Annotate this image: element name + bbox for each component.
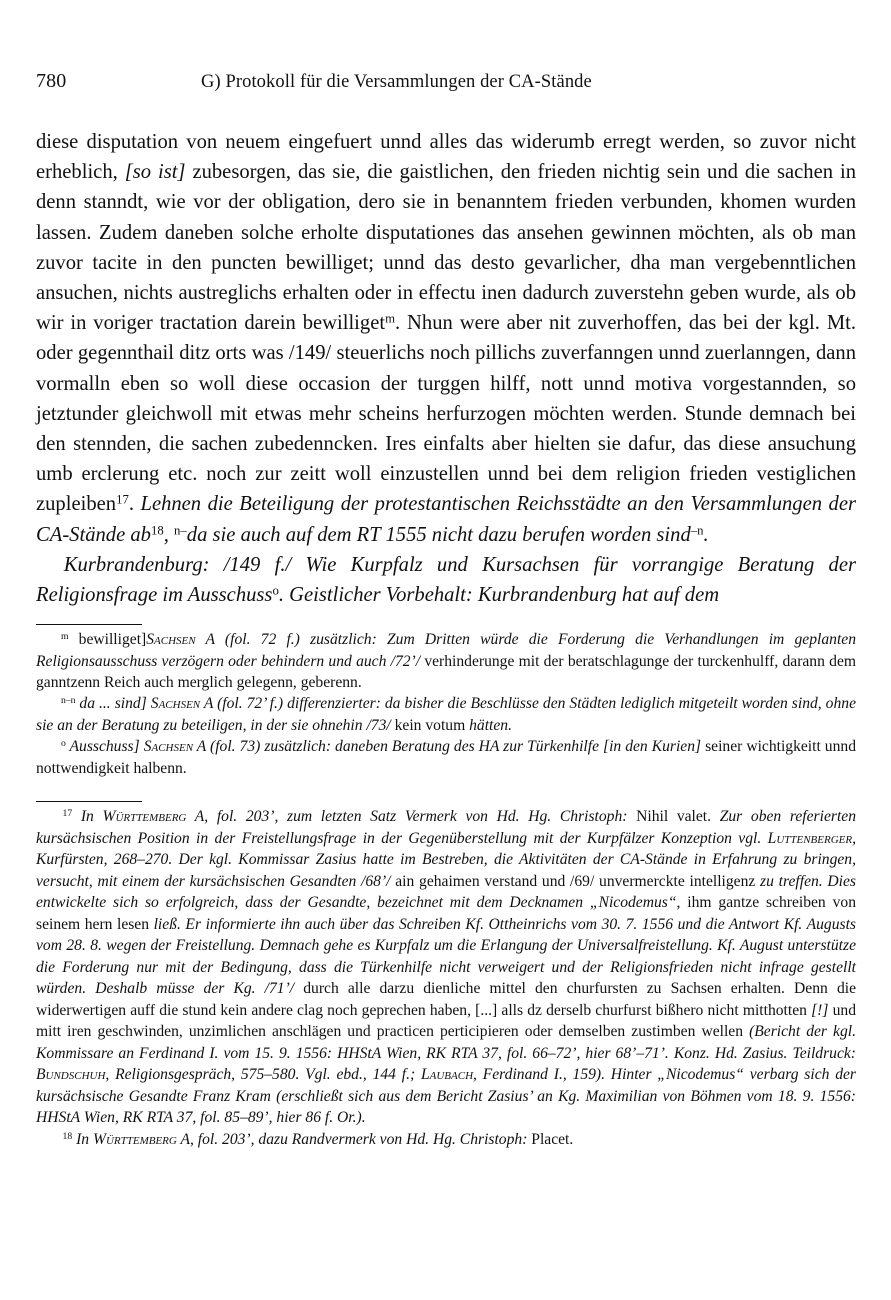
footnote-17 (36, 806, 856, 1129)
source-siglum-wuerttemberg-a-1: Württemberg (102, 808, 187, 826)
citation-author-luttenberger: Luttenberger (767, 829, 853, 847)
body-paragraph-2 (36, 550, 856, 610)
footnote-17-quote-5: und mitt iren geschwinden, unzimlichen anschlägen und practicen perticipieren oder demselben zustimben wellen (36, 1001, 856, 1041)
footnote-17-quote-3: ihm gantze schreiben von seinem hern lesen (36, 894, 856, 933)
apparatus-marker-m: m (60, 631, 69, 643)
apparatus-note-m: Sachsen A (fol. 72 f.) zusätzlich: Zum Dritten würde die Forderung die Verhandlungen im geplanten Religionsausschuss verzögern oder behindern und auch /72’/ (36, 631, 856, 670)
body-seg-2: zubesorgen, das sie, die gaistlichen, den frieden nichtig sein und die sachen in denn stanndt, wie vor der obligation, dero sie in benanntem frieden verbunden, khomen wurden lassen. Zudem daneben solche erholte disputationes das ansehen gewinnen möchten, als ob man zuvor tacite in den puncten bewilliget; unnd das desto gevarlicher, dha man vergebenntlichen ansuchen, nichts austreglichs erhalten oder in effectu inen dadurch zuverstehn geben wurde, als ob wir in voriger tractation darein bewilliget (36, 161, 856, 335)
body-seg-period: . (703, 523, 709, 546)
variant-marker-m: m (385, 311, 395, 326)
footnote-17-quote-1: Nihil valet. (627, 808, 712, 826)
footnote-18-quote: Placet. (527, 1130, 574, 1148)
apparatus-entry-m (36, 629, 856, 693)
variant-marker-o: o (272, 583, 279, 598)
source-siglum-wuerttemberg-a-2: Württemberg (92, 1130, 177, 1148)
body-seg-kurbrandenburg-1: Kurbrandenburg: /149 f./ Wie Kurpfalz und Kursachsen für vorrangige Beratung der Religionsfrage im Ausschuss (36, 553, 856, 607)
source-siglum-sachsen-a-2: Sachsen (150, 695, 201, 713)
body-seg-3: . Nhun were aber nit zuverhoffen, das bei der kgl. Mt. oder gegennthail ditz orts was /149/ steuerlichs noch pillichs zuverfanngen unnd zuerlanngen, dann vormalln eben so woll diese occasion der turggen hilff, nott unnd motiva vorgestannden, so jetztunder gleichwoll mit etwas mehr scheins herfurzogen möchten werden. Stunde demnach bei den stennden, die sachen zubedenncken. Ires einfalts aber hielten sie dafur, das diese ansuchung umb erclerung etc. noch zur zeitt woll einzustellen unnd bei dem religion frieden vestiglichen zupleiben (36, 312, 857, 516)
body-seg-4: . (128, 493, 141, 516)
body-seg-summary-2: da sie auch auf dem RT 1555 nicht dazu berufen worden sind (186, 523, 691, 546)
variant-marker-n-close: –n (690, 523, 704, 537)
apparatus-entries (36, 629, 856, 779)
footnote-rule (36, 801, 142, 802)
footnote-ref-18[interactable]: 18 (150, 523, 164, 537)
variant-marker-n-open: n– (174, 523, 187, 537)
footnote-17-text: In Württemberg A, fol. 203’, zum letzten Satz Vermerk von Hd. Hg. Christoph: (80, 808, 628, 826)
apparatus-lemma-n: da ... sind] (75, 695, 147, 713)
apparatus-marker-n: n–n (60, 695, 76, 707)
apparatus-quote-m: verhinderunge mit der beratschlagunge der turckenhulff, darann dem ganntzenn Reich auch merglich gelegenn, geberenn. (36, 652, 856, 692)
footnote-17-text-2: Zur oben referierten kursächsischen Position in der Freistellungsfrage in der Gegenüberstellung mit der Kurpfälzer Konzeption vgl. Luttenberger, Kurfürsten, 268–270. Der kgl. Kommissar Zasius hatte im Bestreben, die Aktivitäten der CA-Stände in Erfahrung zu bringen, versucht, mit einem der kursächsischen Gesandten /68’/ (36, 808, 856, 890)
citation-author-bundschuh: Bundschuh (36, 1066, 106, 1084)
apparatus-note-n: Sachsen A (fol. 72’ f.) differenzierter: da bisher die Beschlüsse den Städten lediglich mitgeteilt worden sind, ohne sie an der Beratung zu beteiligen, in der sie ohnehin /73/ (36, 695, 856, 734)
footnote-number-18: 18 (62, 1130, 73, 1142)
page-number: 780 (36, 70, 67, 92)
apparatus-note-n-tail: hätten. (465, 716, 512, 734)
footnote-18 (36, 1129, 856, 1151)
source-siglum-sachsen-a-1: Sachsen (146, 631, 196, 649)
apparatus-quote-o: seiner wichtigkeitt unnd nottwendigkeit halbenn. (36, 738, 856, 777)
footnote-ref-17[interactable]: 17 (116, 492, 129, 507)
footnote-17-text-3: zu treffen. Dies entwickelte sich so erfolgreich, dass der Gesandte, bezeichnet mit dem Decknamen „Nicodemus“, (36, 872, 857, 912)
body-seg-summary-1: Lehnen die Beteiligung der protestantischen Reichsstädte an den Versammlungen der CA-Stände ab (36, 493, 856, 546)
footnote-17-text-4: ließ. Er informierte ihn auch über das Schreiben Kf. Ottheinrichs vom 30. 7. 1556 und die Antwort Kf. Augusts vom 28. 8. wegen der Freistellung. Demnach gehe es Kurpfalz um die Erlangung der Universalfreistellung. Kf. August unterstütze die Forderung nur mit der Bedingung, dass die Türkenhilfe nicht verweigert und der Religionsfrieden nicht infrage gestellt würden. Deshalb müsse der Kg. /71’/ (36, 915, 856, 998)
footnote-17-quote-2: ain gehaimen verstand und /69/ unvermerckte intelligenz (395, 872, 756, 890)
footnote-17-sic: [!] (811, 1001, 829, 1019)
footnote-17-quote-4: durch alle darzu dienliche mittel den churfursten zu Sachsen erhalten. Denn die widerwertigen auff die stund kein andere clag noch geprechen haben, [...] alls dz derselb churfurst bißhero nicht mitthotten (36, 980, 856, 1019)
running-head (36, 0, 856, 110)
citation-author-laubach: Laubach (420, 1066, 474, 1084)
page-content (36, 0, 856, 1150)
body-seg-soist: [so ist] (124, 161, 186, 184)
body-seg-kurbrandenburg-2: . Geistlicher Vorbehalt: Kurbrandenburg hat auf dem (278, 584, 720, 607)
running-head-title: G) Protokoll für die Versammlungen der CA-Stände (201, 72, 592, 92)
footnote-17-text-5: (Bericht der kgl. Kommissare an Ferdinand I. vom 15. 9. 1556: HHStA Wien, RK RTA 37, fol. 66–72’, hier 68’–71’. Konz. Hd. Zasius. Teildruck: Bundschuh, Religionsgespräch, 575–580. Vgl. ebd., 144 f.; Laubach, Ferdinand I., 159). Hinter „Nicodemus“ verbarg sich der kursächsische Gesandte Franz Kram (erschließt sich aus dem Bericht Zasius’ an Kg. Maximilian von Böhmen vom 18. 9. 1556: HHStA Wien, RK RTA 37, fol. 85–89’, hier 86 f. Or.). (36, 1023, 857, 1127)
source-siglum-sachsen-a-3: Sachsen (143, 738, 194, 756)
apparatus-marker-o: o (60, 738, 66, 750)
apparatus-note-o: Ausschuss] Sachsen A (fol. 73) zusätzlich: daneben Beratung des HA zur Türkenhilfe [in den Kurien] (65, 738, 702, 756)
apparatus-rule (36, 624, 142, 625)
footnote-18-text: In Württemberg A, fol. 203’, dazu Randvermerk von Hd. Hg. Christoph: (76, 1130, 528, 1148)
footnote-entries (36, 806, 856, 1150)
footnotes-section (36, 801, 856, 1150)
apparatus-quote-n: kein votum (394, 716, 466, 734)
footnote-number-17: 17 (62, 808, 73, 820)
apparatus-entry-o (36, 736, 856, 779)
apparatus-entry-n (36, 693, 856, 736)
body-seg-comma: , (163, 523, 175, 546)
apparatus-lemma-m: bewilliget] (68, 631, 147, 649)
main-text (36, 127, 856, 610)
apparatus-variants (36, 624, 856, 779)
body-seg-1: diese disputation von neuem eingefuert unnd alles das widerumb erregt werden, so zuvor nicht erheblich, (36, 131, 856, 184)
body-paragraph-1 (36, 127, 856, 550)
